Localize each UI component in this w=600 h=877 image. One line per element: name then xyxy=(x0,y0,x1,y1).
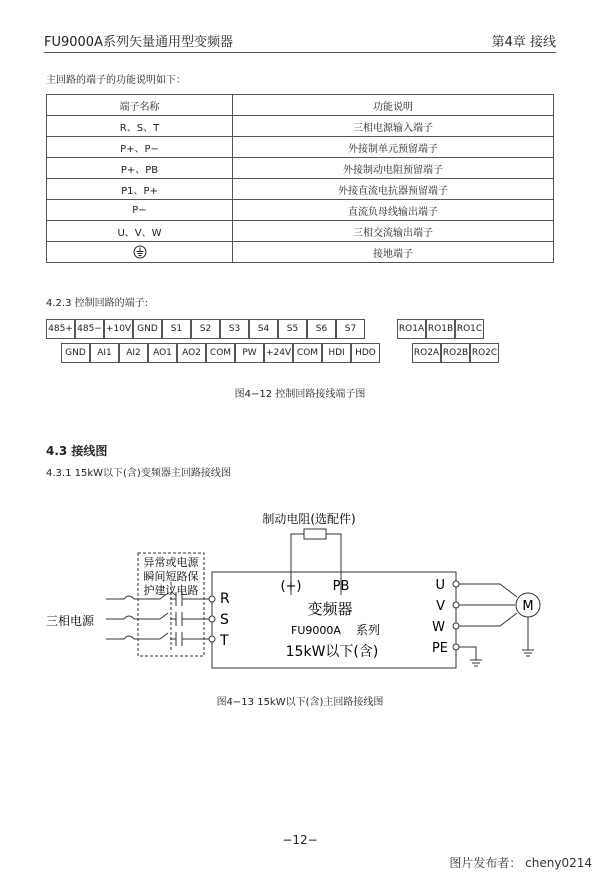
power-label: 三相电源 xyxy=(46,614,95,628)
terminal-name: P− xyxy=(47,200,233,221)
terminal-desc: 外接直流电抗器预留端子 xyxy=(233,179,554,200)
terminal-t-label: T xyxy=(220,633,229,649)
terminal-cell: +24V xyxy=(264,343,293,363)
inverter-title: 变频器 xyxy=(307,600,353,618)
terminal-name: R、S、T xyxy=(47,116,233,137)
terminal-cell: S7 xyxy=(336,319,365,339)
terminal-desc: 接地端子 xyxy=(233,242,554,263)
terminal-v-label: V xyxy=(436,599,445,614)
terminal-cell: S2 xyxy=(191,319,220,339)
breaker-line-2: 瞬间短路保 xyxy=(143,570,199,583)
terminal-cell: RO1C xyxy=(455,319,484,339)
terminal-cell: S3 xyxy=(220,319,249,339)
terminal-cell: RO2B xyxy=(441,343,470,363)
section-heading-4-3: 4.3 接线图 xyxy=(46,444,108,458)
section-heading-4-3-1: 4.3.1 15kW以下(含)变频器主回路接线图 xyxy=(46,468,231,479)
terminal-cell: RO2A xyxy=(412,343,441,363)
breaker-line-3: 护建议电路 xyxy=(143,584,199,597)
terminal-cell: RO2C xyxy=(470,343,499,363)
header-title: FU9000A系列矢量通用型变频器 xyxy=(44,35,233,50)
terminal-pe-label: PE xyxy=(431,641,448,656)
terminal-desc: 三相电源输入端子 xyxy=(233,116,554,137)
control-section-heading: 4.2.3 控制回路的端子: xyxy=(46,298,148,309)
terminal-cell: 485− xyxy=(75,319,104,339)
inverter-series: 系列 xyxy=(355,623,381,637)
terminal-s-label: S xyxy=(220,612,229,628)
intro-text: 主回路的端子的功能说明如下： xyxy=(46,75,186,86)
inverter-model: FU9000A xyxy=(291,624,341,637)
terminal-desc: 三相交流输出端子 xyxy=(233,221,554,242)
terminal-name: P+、P− xyxy=(47,137,233,158)
breaker-line-1: 异常或电源 xyxy=(143,556,199,569)
terminal-cell: RO1A xyxy=(397,319,426,339)
brake-resistor-icon xyxy=(304,529,326,539)
figure-caption-4-12: 图4−12 控制回路接线端子图 xyxy=(234,389,366,400)
terminal-cell: RO1B xyxy=(426,319,455,339)
terminal-cell: HDO xyxy=(351,343,380,363)
terminal-cell: GND xyxy=(61,343,90,363)
terminal-name: U、V、W xyxy=(47,221,233,242)
terminal-desc: 直流负母线输出端子 xyxy=(233,200,554,221)
terminal-cell: AO2 xyxy=(177,343,206,363)
terminal-cell: S4 xyxy=(249,319,278,339)
terminal-cell: AO1 xyxy=(148,343,177,363)
plus-terminal-label: (+) xyxy=(280,579,302,594)
terminal-cell: S5 xyxy=(278,319,307,339)
terminal-desc: 外接制动电阻预留端子 xyxy=(233,158,554,179)
terminal-cell: AI1 xyxy=(90,343,119,363)
terminal-cell: HDI xyxy=(322,343,351,363)
terminal-name: P1、P+ xyxy=(47,179,233,200)
terminal-cell: S1 xyxy=(162,319,191,339)
motor-label: M xyxy=(522,599,534,614)
terminal-name: P+、PB xyxy=(47,158,233,179)
table-header-desc: 功能说明 xyxy=(233,95,554,116)
terminal-w-label: W xyxy=(432,620,445,635)
terminal-r-label: R xyxy=(220,591,230,607)
brake-label: 制动电阻(选配件) xyxy=(262,512,356,526)
terminal-cell: GND xyxy=(133,319,162,339)
table-header-name: 端子名称 xyxy=(47,95,233,116)
figure-caption-4-13: 图4−13 15kW以下(含)主回路接线图 xyxy=(216,697,384,708)
terminal-cell: S6 xyxy=(307,319,336,339)
page-number: −12− xyxy=(282,833,318,847)
terminal-cell: AI2 xyxy=(119,343,148,363)
terminal-cell: COM xyxy=(206,343,235,363)
terminal-cell: PW xyxy=(235,343,264,363)
terminal-cell: 485+ xyxy=(46,319,75,339)
terminal-desc: 外接制单元预留端子 xyxy=(233,137,554,158)
terminal-cell: COM xyxy=(293,343,322,363)
terminal-u-label: U xyxy=(435,578,445,593)
watermark: 图片发布者： cheny0214 xyxy=(449,856,592,870)
inverter-power-rating: 15kW以下(含) xyxy=(285,644,379,660)
terminal-cell: +10V xyxy=(104,319,133,339)
pb-terminal-label: PB xyxy=(332,579,350,594)
header-chapter: 第4章 接线 xyxy=(491,35,556,50)
